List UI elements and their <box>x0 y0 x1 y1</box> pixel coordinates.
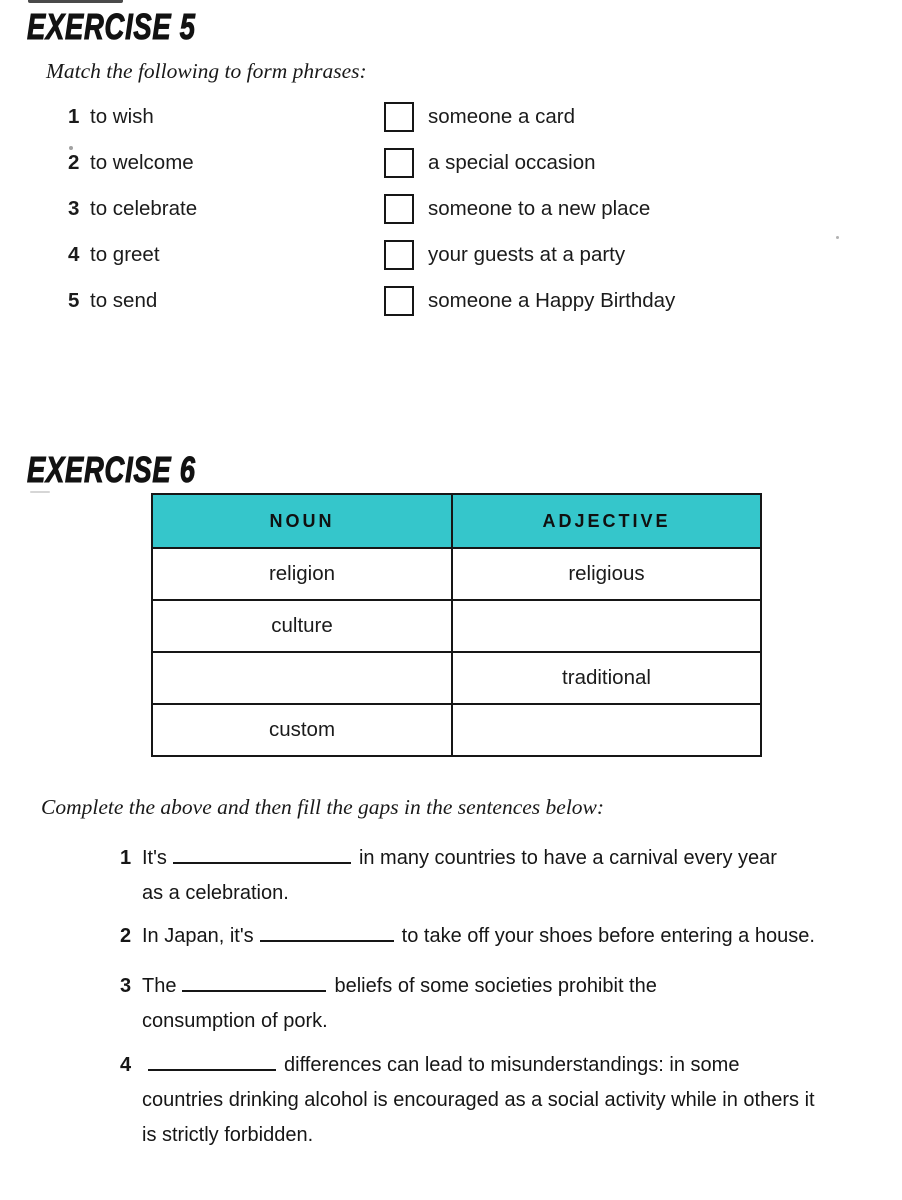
match-phrase: your guests at a party <box>428 242 626 266</box>
text-after-gap: in many countries to have a carnival every year <box>358 847 777 869</box>
text-after-gap: differences can lead to misunderstandings: in some <box>284 1054 740 1076</box>
gap-sentence <box>120 841 777 911</box>
item-number: 2 <box>120 925 132 947</box>
exercise5-instruction: Match the following to form phrases: <box>46 59 367 83</box>
sentence-line <box>120 969 657 1004</box>
match-checkbox[interactable] <box>384 148 414 178</box>
exercise6-instruction: Complete the above and then fill the gaps in the sentences below: <box>41 795 605 819</box>
noun-cell: culture <box>153 601 453 651</box>
match-checkbox[interactable] <box>384 102 414 132</box>
match-verb: to wish <box>90 104 154 128</box>
match-row <box>68 193 675 224</box>
scan-speck <box>28 0 123 3</box>
match-verb: to send <box>90 288 158 312</box>
match-verb: to greet <box>90 242 160 266</box>
item-number: 1 <box>68 104 80 128</box>
adjective-cell-empty[interactable] <box>453 601 760 651</box>
sentence-text <box>142 1048 739 1083</box>
item-number: 3 <box>68 196 80 220</box>
adjective-cell-empty[interactable] <box>453 705 760 755</box>
noun-cell-empty[interactable] <box>153 653 453 703</box>
sentence-text <box>142 969 657 1004</box>
gap-blank[interactable] <box>260 920 394 942</box>
sentence-continuation: is strictly forbidden. <box>142 1124 314 1146</box>
match-phrase: someone to a new place <box>428 196 651 220</box>
adjective-cell: traditional <box>562 666 651 689</box>
item-number: 2 <box>68 150 80 174</box>
match-verb: to welcome <box>90 150 194 174</box>
sentence-text <box>142 919 815 954</box>
item-number: 3 <box>120 975 132 997</box>
match-row <box>68 147 675 178</box>
match-checkbox[interactable] <box>384 286 414 316</box>
match-phrase: someone a card <box>428 104 576 128</box>
sentence-line <box>120 919 815 954</box>
item-number: 4 <box>120 1054 132 1076</box>
match-checkbox[interactable] <box>384 194 414 224</box>
sentence-continuation: consumption of pork. <box>142 1010 328 1032</box>
item-number: 1 <box>120 847 132 869</box>
exercise6-title: EXERCISE 6 <box>27 449 196 490</box>
gap-blank[interactable] <box>173 842 351 864</box>
table-row <box>153 547 760 599</box>
text-before-gap: The <box>142 975 177 997</box>
sentence-text <box>142 841 777 876</box>
noun-cell: religion <box>153 549 453 599</box>
table-row <box>153 651 760 703</box>
sentence-line <box>120 1048 815 1083</box>
text-before-gap: In Japan, it's <box>142 925 254 947</box>
match-phrase: a special occasion <box>428 150 596 174</box>
noun-cell: custom <box>153 705 453 755</box>
scan-speck <box>30 491 50 493</box>
match-phrase: someone a Happy Birthday <box>428 288 676 312</box>
text-after-gap: beliefs of some societies prohibit the <box>334 975 657 997</box>
text-after-gap: to take off your shoes before entering a house. <box>401 925 815 947</box>
match-list <box>68 101 675 331</box>
gap-blank[interactable] <box>182 970 326 992</box>
exercise5-title: EXERCISE 5 <box>27 6 196 47</box>
match-row <box>68 101 675 132</box>
match-row <box>68 285 675 316</box>
item-number: 4 <box>68 242 80 266</box>
match-checkbox[interactable] <box>384 240 414 270</box>
gap-sentence <box>120 919 815 954</box>
column-header-adjective: ADJECTIVE <box>542 510 671 531</box>
table-row <box>153 703 760 755</box>
table-row <box>153 599 760 651</box>
match-verb: to celebrate <box>90 196 198 220</box>
gap-sentence <box>120 1048 815 1153</box>
noun-adjective-table <box>151 493 762 757</box>
scan-speck <box>836 236 839 239</box>
sentence-continuation: countries drinking alcohol is encouraged as a social activity while in others it <box>142 1089 815 1111</box>
item-number: 5 <box>68 288 80 312</box>
text-before-gap: It's <box>142 847 167 869</box>
adjective-cell: religious <box>568 562 645 585</box>
gap-blank[interactable] <box>148 1049 276 1071</box>
table-header-row <box>153 495 760 547</box>
sentence-continuation: as a celebration. <box>142 882 289 904</box>
sentence-line <box>120 841 777 876</box>
column-header-noun: NOUN <box>153 495 453 547</box>
match-row <box>68 239 675 270</box>
gap-sentence <box>120 969 657 1039</box>
